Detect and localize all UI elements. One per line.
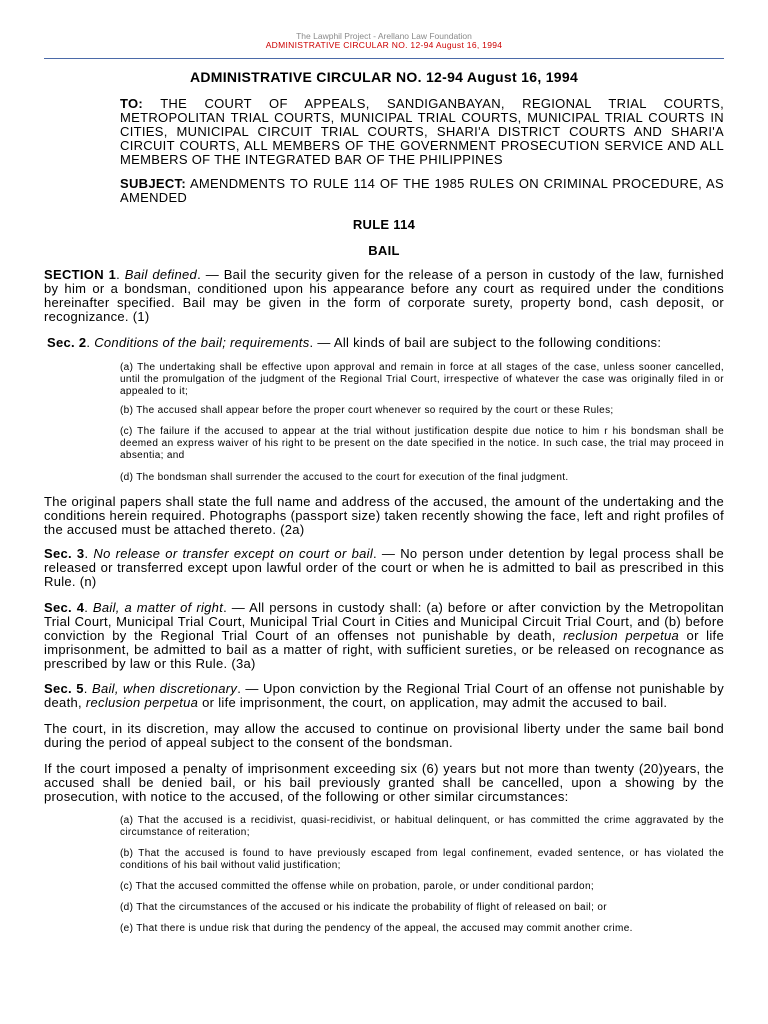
rule-number: RULE 114 (352, 217, 416, 232)
section-text: . — Upon conviction by the Regional Trial Court of an offense not punishable by death, (44, 681, 724, 710)
section-text-latin-term: reclusion perpetua (85, 695, 199, 710)
section-text: or life imprisonment, be admitted to bail as a matter of right, with sufficient sureties, or be released on recognance as prescribed by law or this Rule. (3a) (44, 628, 725, 671)
section-heading: Bail, a matter of right (92, 600, 224, 615)
section-text: or life imprisonment, the court, on application, may admit the accused to bail. (198, 695, 668, 710)
circumstance-item-b: (b) That the accused is found to have previously escaped from legal confinement, evaded sentence, or has violated the conditions of his bail without valid justification; (120, 848, 724, 871)
document-page (44, 32, 724, 935)
section-5-paragraph-2: The court, in its discretion, may allow the accused to continue on provisional liberty under the same bail bond during the period of appeal subject to the consent of the bondsman. (44, 721, 724, 750)
circumstance-item-a: (a) That the accused is a recidivist, quasi-recidivist, or habitual delinquent, or has committed the crime aggravated by the circumstance of reiteration; (120, 815, 724, 838)
section-label: Sec. 4 (44, 600, 85, 615)
section-separator: . (83, 681, 92, 696)
addressee-block (120, 97, 724, 167)
section-text: . — Bail the security given for the release of a person in custody of the law, furnished by him or a bondsman, conditioned upon his appearance before any court as required under the conditions hereinafter specified. Bail may be given in the form of corporate surety, property bond, cash deposit, or recognizance. (1) (44, 267, 725, 324)
section-label: Sec. 2 (47, 335, 87, 350)
section-heading: No release or transfer except on court or bail (93, 546, 374, 561)
section-text: . — All kinds of bail are subject to the following conditions: (309, 335, 662, 350)
section-1 (44, 268, 724, 324)
circumstance-item-d: (d) That the circumstances of the accused or his indicate the probability of flight of released on bail; or (120, 902, 607, 913)
addressee-text: THE COURT OF APPEALS, SANDIGANBAYAN, REGIONAL TRIAL COURTS, METROPOLITAN TRIAL COURTS, MUNICIPAL TRIAL COURTS, MUNICIPAL TRIAL COURTS IN CITIES, MUNICIPAL CIRCUIT TRIAL COURTS, SHARI'A DISTRICT COURTS AND SHARI'A CIRCUIT COURTS, ALL MEMBERS OF THE GOVERNMENT PROSECUTION SERVICE AND ALL MEMBERS OF THE INTEGRATED BAR OF THE PHILIPPINES (120, 96, 724, 167)
section-heading: Bail defined (124, 267, 198, 282)
section-2-closing-paragraph: The original papers shall state the full name and address of the accused, the amount of the undertaking and the conditions herein required. Photographs (passport size) taken recently showing the face, left and right profiles of the accused must be attached thereto. (2a) (44, 494, 724, 537)
section-3 (44, 547, 724, 589)
subject-label: SUBJECT: (120, 176, 186, 191)
subject-block (120, 177, 724, 205)
header-source: The Lawphil Project - Arellano Law Foundation (296, 31, 472, 41)
condition-item-a: (a) The undertaking shall be effective upon approval and remain in force at all stages of the case, unless sooner cancelled, until the promulgation of the judgment of the Regional Trial Court, irrespective of whatever the case was originally filed in or appealed to it; (120, 362, 724, 397)
subject-text: AMENDMENTS TO RULE 114 OF THE 1985 RULES ON CRIMINAL PROCEDURE, AS AMENDED (120, 176, 724, 205)
section-label: SECTION 1 (44, 267, 117, 282)
section-text-latin-term: reclusion perpetua (563, 628, 680, 643)
section-separator: . (84, 600, 93, 615)
section-heading: Bail, when discretionary (91, 681, 238, 696)
section-separator: . (84, 546, 94, 561)
header-rule-line (44, 58, 724, 59)
addressee-label: TO: (120, 96, 144, 111)
circumstance-item-c: (c) That the accused committed the offense while on probation, parole, or under conditional pardon; (120, 881, 594, 892)
section-text: . — No person under detention by legal process shall be released or transferred except upon lawful order of the court or when he is admitted to bail as prescribed in this Rule. (n) (44, 546, 725, 589)
section-4 (44, 601, 724, 671)
section-separator: . (86, 335, 95, 350)
rule-title: BAIL (368, 243, 400, 258)
section-2 (44, 336, 724, 350)
condition-item-d: (d) The bondsman shall surrender the accused to the court for execution of the final judgment. (120, 472, 569, 483)
section-text: . — All persons in custody shall: (a) before or after conviction by the Metropolitan Trial Court, Municipal Trial Court, Municipal Trial Court in Cities and Municipal Circuit Trial Court, and (b) before conviction by the Regional Trial Court of an offenses not punishable by death, (44, 600, 725, 643)
header-circular-reference: ADMINISTRATIVE CIRCULAR NO. 12-94 August 16, 1994 (265, 40, 503, 50)
section-separator: . (116, 267, 125, 282)
section-label: Sec. 5 (44, 681, 84, 696)
circumstance-item-e: (e) That there is undue risk that during the pendency of the appeal, the accused may commit another crime. (120, 923, 633, 934)
section-5-paragraph-3: If the court imposed a penalty of imprisonment exceeding six (6) years but not more than twenty (20)years, the accused shall be denied bail, or his bail previously granted shall be cancelled, upon a showing by the prosecution, with notice to the accused, of the following or other similar circumstances: (44, 761, 724, 804)
section-heading: Conditions of the bail; requirements (94, 335, 310, 350)
condition-item-b: (b) The accused shall appear before the proper court whenever so required by the court or these Rules; (120, 405, 614, 416)
document-title: ADMINISTRATIVE CIRCULAR NO. 12-94 August 16, 1994 (189, 69, 579, 85)
section-label: Sec. 3 (44, 546, 85, 561)
condition-item-c: (c) The failure if the accused to appear at the trial without justification despite due notice to him r his bondsman shall be deemed an express waiver of his right to be present on the date specified in the notice. In such case, the trial may proceed in absentia; and (120, 426, 724, 461)
section-5 (44, 682, 724, 710)
